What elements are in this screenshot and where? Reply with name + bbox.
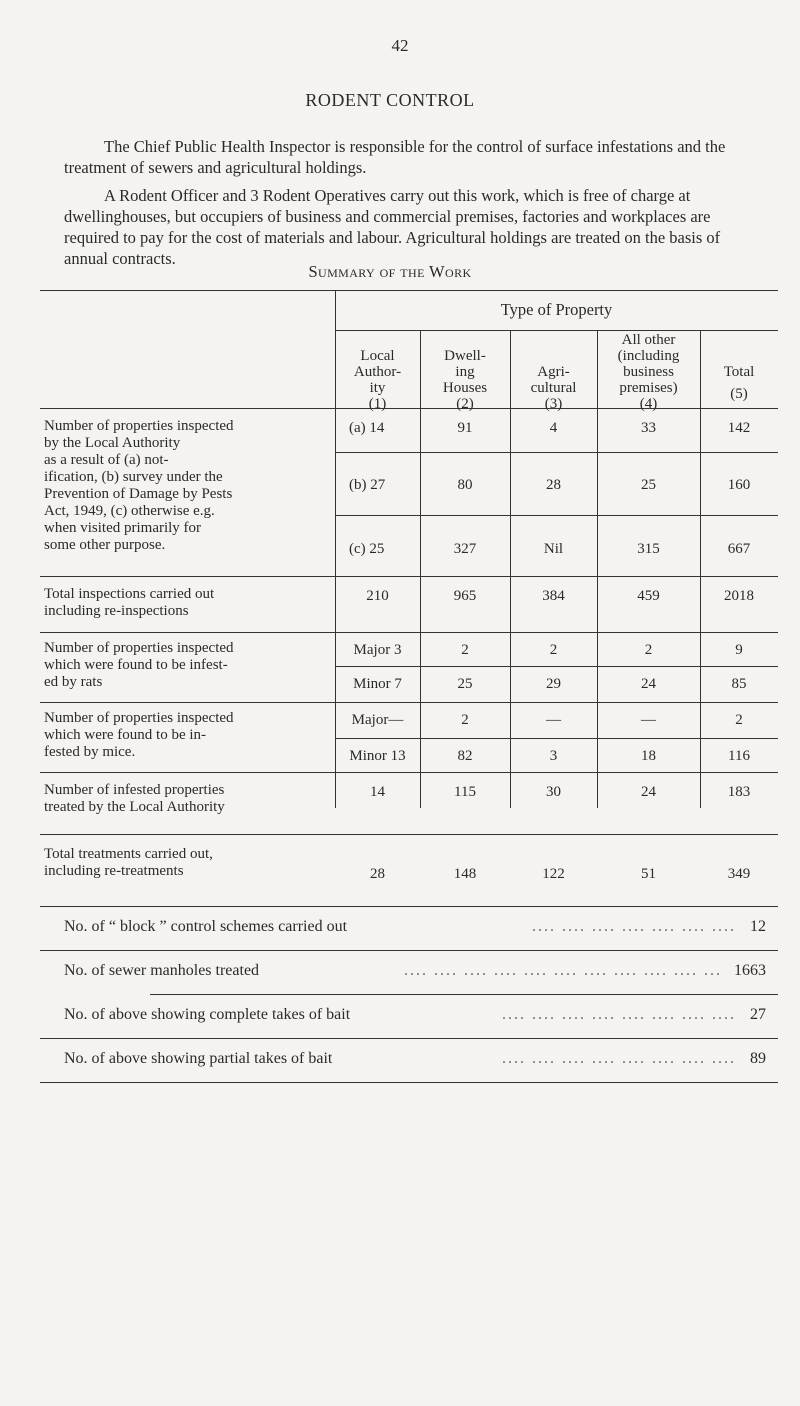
col-rule-3-ext [597,788,598,808]
section-rule-3 [40,702,778,703]
table-cell: Nil [543,541,564,557]
table-cell: 28 [546,477,561,493]
page-number: 42 [391,36,409,55]
leader-dots: .... .... .... .... .... .... .... .... .... .... ... [404,962,722,979]
table-cell: 122 [542,866,565,882]
col-rule-2-ext [510,788,511,808]
table-cell: 30 [546,784,561,800]
row-label-total-inspections: Total inspections carried out including re-inspections [44,586,215,619]
summary-rule-4 [40,1082,778,1083]
summary-rule-1 [40,950,778,951]
table-cell: 14 [370,784,385,800]
table-cell: 142 [727,420,751,436]
table-cell: 9 [735,642,743,658]
col-header-all-other: All other (including business premises) (4) [617,332,680,412]
row-rule-rats [335,666,778,667]
summary-label: No. of sewer manholes treated [64,962,260,979]
section-rule-2 [40,632,778,633]
table-cell: 315 [637,541,660,557]
table-cell: 349 [727,866,751,882]
summary-table [40,290,778,815]
table-top-rule [40,290,778,291]
col-header-dwelling-houses: Dwell- ing Houses (2) [442,348,488,412]
table-cell: 2 [735,712,743,728]
table-cell: 80 [457,477,473,493]
table-cell: 2 [461,642,469,658]
summary-label: No. of above showing complete takes of bait [64,1006,351,1023]
table-cell: 327 [453,541,477,557]
table-cell: 183 [727,784,751,800]
table-cell: 160 [727,477,751,493]
section-subtitle: Summary of the Work [308,262,472,281]
summary-rule-3 [40,1038,778,1039]
summary-value: 27 [750,1006,766,1023]
table-cell: 25 [641,477,656,493]
col-header-total: Total (5) [723,364,755,402]
col-rule-1-ext [420,788,421,808]
summary-value: 12 [750,918,766,935]
table-cell: 2 [461,712,469,728]
paragraph-responsibility: The Chief Public Health Inspector is responsible for the control of surface infestations and the treatment of sewers and agricultural holdings. [64,137,726,177]
row-label-infested-by-mice: Number of properties inspected which were found to be in- fested by mice. [44,710,234,760]
table-bottom-rule [40,906,778,907]
summary-table-continued [40,790,778,900]
table-cell: (c) 25 [349,541,385,557]
leader-dots: .... .... .... .... .... .... .... [532,918,736,935]
table-cell: 115 [454,784,476,800]
table-cell: 4 [549,420,558,436]
table-cell: 2018 [724,588,754,604]
table-cell: Major 3 [353,642,402,658]
summary-rule-2 [150,994,778,995]
table-cell: 2 [549,642,558,658]
col-rule-0-ext [335,788,336,808]
row-label-treated-by-local-authority: Number of infested properties treated by the Local Authority [44,782,225,815]
col-header-agricultural: Agri- cultural (3) [530,364,577,412]
table-cell: 18 [641,748,656,764]
table-cell: Minor 7 [353,676,402,692]
table-cell: 85 [731,676,747,692]
table-cell: 51 [641,866,656,882]
table-cell: 459 [637,588,660,604]
summary-label: No. of above showing partial takes of bait [64,1050,333,1067]
paragraph-staff: A Rodent Officer and 3 Rodent Operatives carry out this work, which is free of charge at dwellinghouses, but occupiers of business and commercial premises, factories and workplaces are required to pay for the cost of materials and labour. Agricultural holdings are treated on the basis of annual contracts. [64,186,721,268]
table-cell: 667 [727,541,751,557]
col-header-local-authority: Local Author- ity (1) [353,348,402,412]
table-cell: 82 [457,748,473,764]
table-cell: — [546,712,561,728]
table-cell: 384 [542,588,565,604]
table-cell: 116 [728,748,750,764]
section-rule-4 [40,772,778,773]
leader-dots: .... .... .... .... .... .... .... .... [502,1006,736,1023]
table-cell: Major— [351,712,404,728]
group-header-rule [335,330,778,331]
summary-value: 89 [750,1050,766,1067]
row-label-properties-inspected: Number of properties inspected by the Local Authority as a result of (a) not- ification, (b) survey under the Prevention of Damage by Pests Act, 1949, (c) otherwise e.g. when visited primarily for some other purpose. [44,418,234,553]
summary-label: No. of “ block ” control schemes carried out [64,918,348,935]
summary-value: 1663 [734,962,766,979]
row-label-infested-by-rats: Number of properties inspected which were found to be infest- ed by rats [44,640,234,690]
table-cell: 2 [644,642,653,658]
table-cell: (b) 27 [349,477,386,493]
table-cell: — [641,712,656,728]
table-cell: 24 [641,784,656,800]
table-cell: 148 [453,866,477,882]
table-cell: 3 [549,748,558,764]
table-cell: 25 [457,676,473,692]
table-cell: Minor 13 [349,748,406,764]
table-cell: (a) 14 [349,420,385,436]
col-rule-4-ext [700,788,701,808]
section-rule-1 [40,576,778,577]
table-cell: 24 [641,676,656,692]
row-label-total-treatments: Total treatments carried out, including re-treatments [44,846,213,879]
row-rule-mice [335,738,778,739]
table-cell: 965 [453,588,477,604]
group-header-type-of-property: Type of Property [500,300,613,319]
leader-dots: .... .... .... .... .... .... .... .... [502,1050,736,1067]
table-cell: 28 [370,866,385,882]
table-cell: 210 [366,588,389,604]
page-title: RODENT CONTROL [305,90,475,110]
row-rule-a [335,452,778,453]
table-cell: 91 [457,420,473,436]
table-cell: 33 [641,420,656,436]
row-rule-b [335,515,778,516]
table-cell: 29 [546,676,561,692]
